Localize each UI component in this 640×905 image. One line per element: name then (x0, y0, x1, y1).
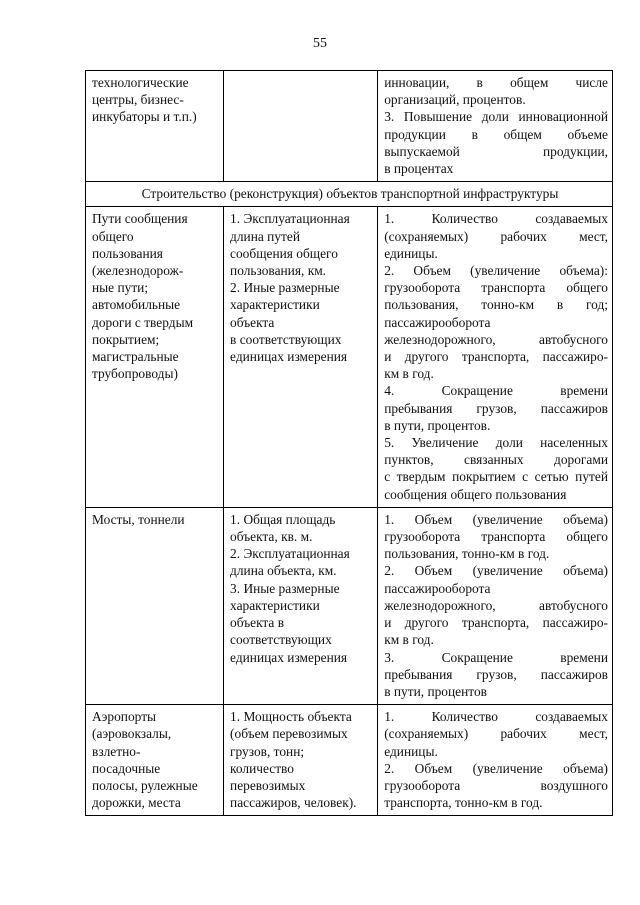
page-number: 55 (313, 36, 327, 51)
cell-text-line: (сохраняемых) рабочих мест, (384, 228, 608, 244)
table-row (86, 71, 613, 182)
cell-text-line: инкубаторы и т.п.) (92, 109, 197, 125)
cell-text-line: объекта в (230, 615, 285, 631)
cell-text-line: с твердым покрытием с сетью путей (384, 469, 608, 485)
section-heading: Строительство (реконструкция) объектов транспортной инфраструктуры (86, 182, 613, 207)
cell-text-line: выпускаемой продукции, (384, 143, 608, 159)
cell-text-line: дороги с твердым (92, 314, 194, 330)
cell-text-line: грузооборота воздушного (384, 777, 608, 793)
object-characteristics-cell (224, 71, 378, 182)
cell-text-line: взлетно- (92, 743, 141, 759)
cell-text-line: количество (230, 760, 294, 776)
object-characteristics-cell (224, 507, 378, 704)
cell-text-line: 3. Сокращение времени (384, 649, 608, 665)
cell-text-line: грузооборота транспорта общего (384, 280, 608, 296)
cell-text-line: дорожки, места (92, 795, 181, 811)
cell-text-line: пользования (92, 245, 163, 261)
cell-text-line: в соответствующих (230, 331, 342, 347)
object-type-cell (86, 705, 224, 816)
cell-text-line: пассажирооборота (384, 580, 491, 596)
cell-text-line: и другого транспорта, пассажиро- (384, 349, 608, 365)
cell-text-line: 1. Количество создаваемых (384, 211, 608, 227)
cell-text-line: 1. Мощность объекта (230, 709, 352, 725)
cell-text-line: длина путей (230, 228, 300, 244)
cell-text-line: (сохраняемых) рабочих мест, (384, 726, 608, 742)
cell-text-line: 2. Эксплуатационная (230, 546, 350, 562)
cell-text-line: перевозимых (230, 777, 306, 793)
cell-text-line: и другого транспорта, пассажиро- (384, 615, 608, 631)
cell-text-line: км в год. (384, 632, 434, 648)
cell-text-line: пребывания грузов, пассажиров (384, 666, 608, 682)
cell-text-line: сообщения общего пользования (384, 486, 567, 502)
cell-text-line: пассажиров, человек). (230, 795, 357, 811)
cell-text-line: длина объекта, км. (230, 563, 337, 579)
cell-text-line: пребывания грузов, пассажиров (384, 400, 608, 416)
cell-text-line: единицах измерения (230, 349, 348, 365)
cell-text-line: 3. Повышение доли инновационной (384, 109, 608, 125)
cell-text-line: 2. Иные размерные (230, 280, 340, 296)
cell-text-line: покрытием; (92, 331, 160, 347)
cell-text-line: автомобильные (92, 297, 181, 313)
object-type-cell (86, 507, 224, 704)
cell-text-line: 3. Иные размерные (230, 580, 340, 596)
object-type-cell (86, 207, 224, 507)
cell-text-line: единицы. (384, 245, 438, 261)
cell-text-line: (аэровокзалы, (92, 726, 172, 742)
indicators-table (85, 70, 613, 816)
cell-text-line: сообщения общего (230, 245, 338, 261)
cell-text-line: 5. Увеличение доли населенных (384, 435, 608, 451)
cell-text-line: объекта, кв. м. (230, 529, 313, 545)
cell-text-line: трубопроводы) (92, 366, 178, 382)
cell-text-line: пользования, тонно-км в год; (384, 297, 608, 313)
table-body (86, 71, 613, 816)
cell-text-line: 1. Эксплуатационная (230, 211, 350, 227)
cell-text-line: пассажирооборота (384, 314, 491, 330)
cell-text-line: в процентах (384, 161, 454, 177)
cell-text-line: транспорта, тонно-км в год. (384, 795, 543, 811)
cell-text-line: 1. Количество создаваемых (384, 709, 608, 725)
cell-text-line: полосы, рулежные (92, 777, 198, 793)
cell-text-line: ные пути; (92, 280, 149, 296)
cell-text-line: пунктов, связанных дорогами (384, 452, 608, 468)
indicators-cell (378, 507, 613, 704)
cell-text-line: соответствующих (230, 632, 332, 648)
cell-text-line: центры, бизнес- (92, 92, 184, 108)
object-characteristics-cell (224, 705, 378, 816)
cell-text-line: пользования, км. (230, 263, 327, 279)
cell-text-line: Пути сообщения (92, 211, 188, 227)
cell-text-line: 1. Общая площадь (230, 511, 336, 527)
cell-text-line: грузов, тонн; (230, 743, 305, 759)
cell-text-line: технологические (92, 75, 189, 90)
cell-text-line: 1. Объем (увеличение объема) (384, 511, 608, 527)
cell-text-line: грузооборота транспорта общего (384, 529, 608, 545)
indicators-cell (378, 207, 613, 507)
cell-text-line: 2. Объем (увеличение объема) (384, 760, 608, 776)
cell-text-line: посадочные (92, 760, 161, 776)
table-row (86, 507, 613, 704)
cell-text-line: железнодорожного, автобусного (384, 331, 608, 347)
cell-text-line: характеристики (230, 597, 320, 613)
object-type-cell (86, 71, 224, 182)
cell-text-line: в пути, процентов. (384, 417, 491, 433)
cell-text-line: магистральные (92, 349, 179, 365)
cell-text-line: общего (92, 228, 134, 244)
table-row (86, 705, 613, 816)
cell-text-line: 4. Сокращение времени (384, 383, 608, 399)
cell-text-line: 2. Объем (увеличение объема) (384, 563, 608, 579)
cell-text-line: в пути, процентов (384, 683, 487, 699)
cell-text-line: (объем перевозимых (230, 726, 348, 742)
cell-text-line: инновации, в общем числе (384, 75, 608, 90)
cell-text-line: (железнодорож- (92, 263, 184, 279)
cell-text-line: Аэропорты (92, 709, 157, 725)
indicators-cell (378, 705, 613, 816)
cell-text-line: Мосты, тоннели (92, 511, 185, 527)
cell-text-line: характеристики (230, 297, 320, 313)
cell-text-line: железнодорожного, автобусного (384, 597, 608, 613)
table-row (86, 207, 613, 507)
object-characteristics-cell (224, 207, 378, 507)
cell-text-line: объекта (230, 314, 275, 330)
cell-text-line: пользования, тонно-км в год. (384, 546, 550, 562)
cell-text-line: 2. Объем (увеличение объема): (384, 263, 608, 279)
indicators-cell (378, 71, 613, 182)
cell-text-line: км в год. (384, 366, 434, 382)
section-heading-row (86, 182, 613, 207)
cell-text-line: организаций, процентов. (384, 92, 526, 108)
cell-text-line: единицы. (384, 743, 438, 759)
cell-text-line: единицах измерения (230, 649, 348, 665)
cell-text-line: продукции в общем объеме (384, 126, 608, 142)
